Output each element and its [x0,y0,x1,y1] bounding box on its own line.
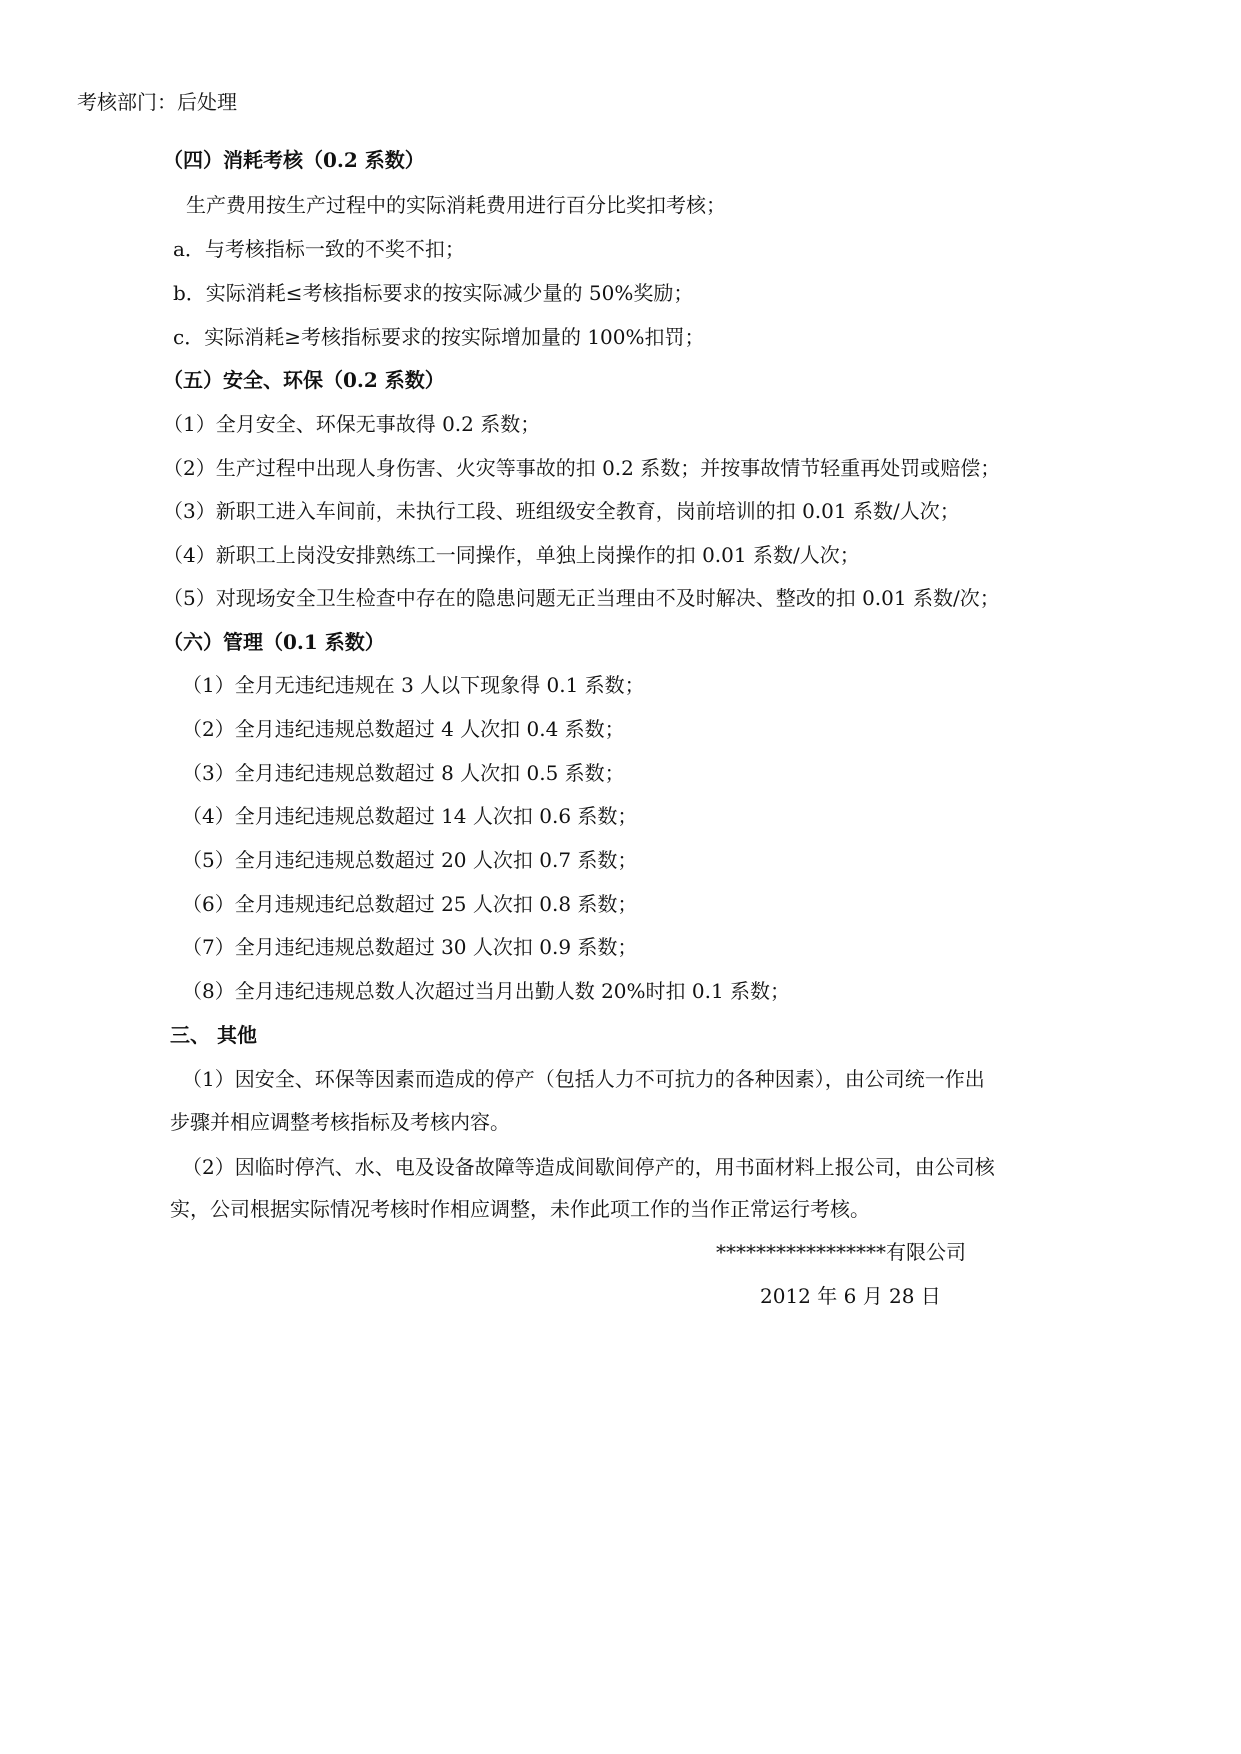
section-5-item-1: （1）全月安全、环保无事故得 0.2 系数； [163,412,541,436]
section-6-item-7: （7）全月违纪违规总数超过 30 人次扣 0.9 系数； [182,935,638,959]
section-4-item-c: c．实际消耗≥考核指标要求的按实际增加量的 100%扣罚； [173,325,705,349]
other-para-1-line-1: （1）因安全、环保等因素而造成的停产（包括人力不可抗力的各种因素），由公司统一作出 [182,1067,985,1091]
section-6-item-4: （4）全月违纪违规总数超过 14 人次扣 0.6 系数； [182,804,638,828]
section-6-item-3: （3）全月违纪违规总数超过 8 人次扣 0.5 系数； [182,761,625,785]
section-4-intro: 生产费用按生产过程中的实际消耗费用进行百分比奖扣考核； [186,193,726,217]
signature-date: 2012 年 6 月 28 日 [760,1284,941,1308]
company-signature: *****************有限公司 [716,1240,966,1264]
section-5-item-5: （5）对现场安全卫生检查中存在的隐患问题无正当理由不及时解决、整改的扣 0.01 系数/次； [163,586,1000,610]
section-4-item-b: b．实际消耗≤考核指标要求的按实际减少量的 50%奖励； [173,281,694,305]
section-6-item-2: （2）全月违纪违规总数超过 4 人次扣 0.4 系数； [182,717,625,741]
section-4-item-a: a．与考核指标一致的不奖不扣； [173,237,465,261]
section-6-item-6: （6）全月违规违纪总数超过 25 人次扣 0.8 系数； [182,892,638,916]
section-6-item-8: （8）全月违纪违规总数人次超过当月出勤人数 20%时扣 0.1 系数； [182,979,791,1003]
section-6-item-5: （5）全月违纪违规总数超过 20 人次扣 0.7 系数； [182,848,638,872]
department-label: 考核部门：后处理 [77,90,237,114]
other-para-2-line-1: （2）因临时停汽、水、电及设备故障等造成间歇间停产的，用书面材料上报公司，由公司核 [182,1155,995,1179]
other-para-2-line-2: 实，公司根据实际情况考核时作相应调整，未作此项工作的当作正常运行考核。 [170,1197,870,1221]
section-other-title: 三、 其他 [170,1023,257,1047]
other-para-1-line-2: 步骤并相应调整考核指标及考核内容。 [170,1110,510,1134]
section-4-title: （四）消耗考核（0.2 系数） [163,148,425,172]
section-6-title: （六）管理（0.1 系数） [163,630,385,654]
section-5-title: （五）安全、环保（0.2 系数） [163,368,445,392]
section-5-item-3: （3）新职工进入车间前，未执行工段、班组级安全教育，岗前培训的扣 0.01 系数/人次； [163,499,960,523]
section-6-item-1: （1）全月无违纪违规在 3 人以下现象得 0.1 系数； [182,673,645,697]
section-5-item-4: （4）新职工上岗没安排熟练工一同操作，单独上岗操作的扣 0.01 系数/人次； [163,543,860,567]
section-5-item-2: （2）生产过程中出现人身伤害、火灾等事故的扣 0.2 系数；并按事故情节轻重再处罚或赔偿； [163,456,1001,480]
